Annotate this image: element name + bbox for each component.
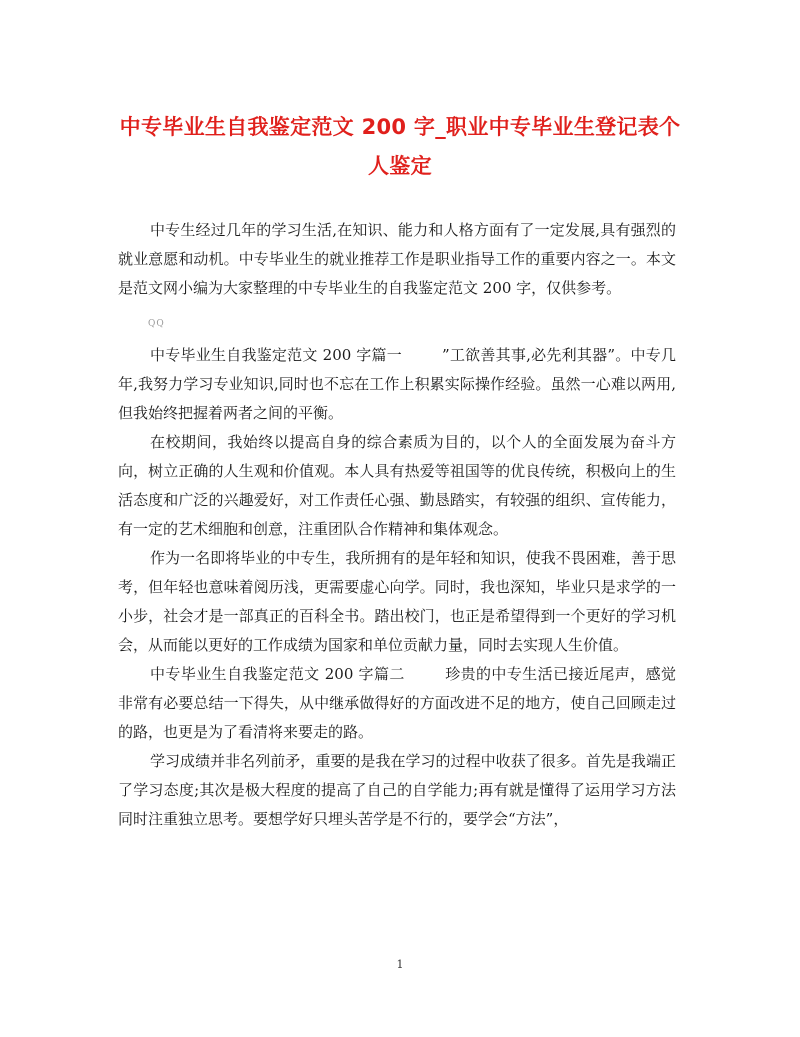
section-two-text: 珍贵的中专生活已接近尾声，感觉非常有必要总结一下得失，从中继承做得好的方面改进不足的地方，使自己回顾走过的路，也更是为了看清将来要走的路。 [118,665,676,741]
intro-paragraph: 中专生经过几年的学习生活,在知识、能力和人格方面有了一定发展,具有强烈的就业意愿和动机。中专毕业生的就业推荐工作是职业指导工作的重要内容之一。本文是范文网小编为大家整理的中专毕业生的自我鉴定范文 200 字，仅供参考。 [118,221,676,297]
qq-watermark: QQ [148,319,165,329]
section-two-heading: 中专毕业生自我鉴定范文 200 字篇二 [150,665,405,683]
campus-paragraph: 在校期间，我始终以提高自身的综合素质为目的，以个人的全面发展为奋斗方向，树立正确的人生观和价值观。本人具有热爱等祖国等的优良传统，积极向上的生活态度和广泛的兴趣爱好，对工作责任心强、勤恳踏实，有较强的组织、宣传能力，有一定的艺术细胞和创意，注重团队合作精神和集体观念。 [118,433,676,538]
document-body [118,216,676,834]
document-title: 中专毕业生自我鉴定范文 200 字_职业中专毕业生登记表个人鉴定 [119,115,681,178]
page-number: 1 [396,958,404,971]
section-two-paragraph [118,660,676,747]
section-one-paragraph [118,341,676,428]
graduate-paragraph: 作为一名即将毕业的中专生，我所拥有的是年轻和知识，使我不畏困难，善于思考，但年轻也意味着阅历浅，更需要虚心向学。同时，我也深知，毕业只是求学的一小步，社会才是一部真正的百科全书。踏出校门，也正是希望得到一个更好的学习机会，从而能以更好的工作成绩为国家和单位贡献力量，同时去实现人生价值。 [118,549,676,654]
section-one-text: ”工欲善其事,必先利其器”。中专几年,我努力学习专业知识,同时也不忘在工作上积累实际操作经验。虽然一心难以两用,但我始终把握着两者之间的平衡。 [118,346,676,422]
section-one-heading: 中专毕业生自我鉴定范文 200 字篇一 [150,346,403,364]
study-paragraph: 学习成绩并非名列前矛，重要的是我在学习的过程中收获了很多。首先是我端正了学习态度;其次是极大程度的提高了自己的自学能力;再有就是懂得了运用学习方法同时注重独立思考。要想学好只埋头苦学是不行的，要学会“方法”， [118,752,676,828]
